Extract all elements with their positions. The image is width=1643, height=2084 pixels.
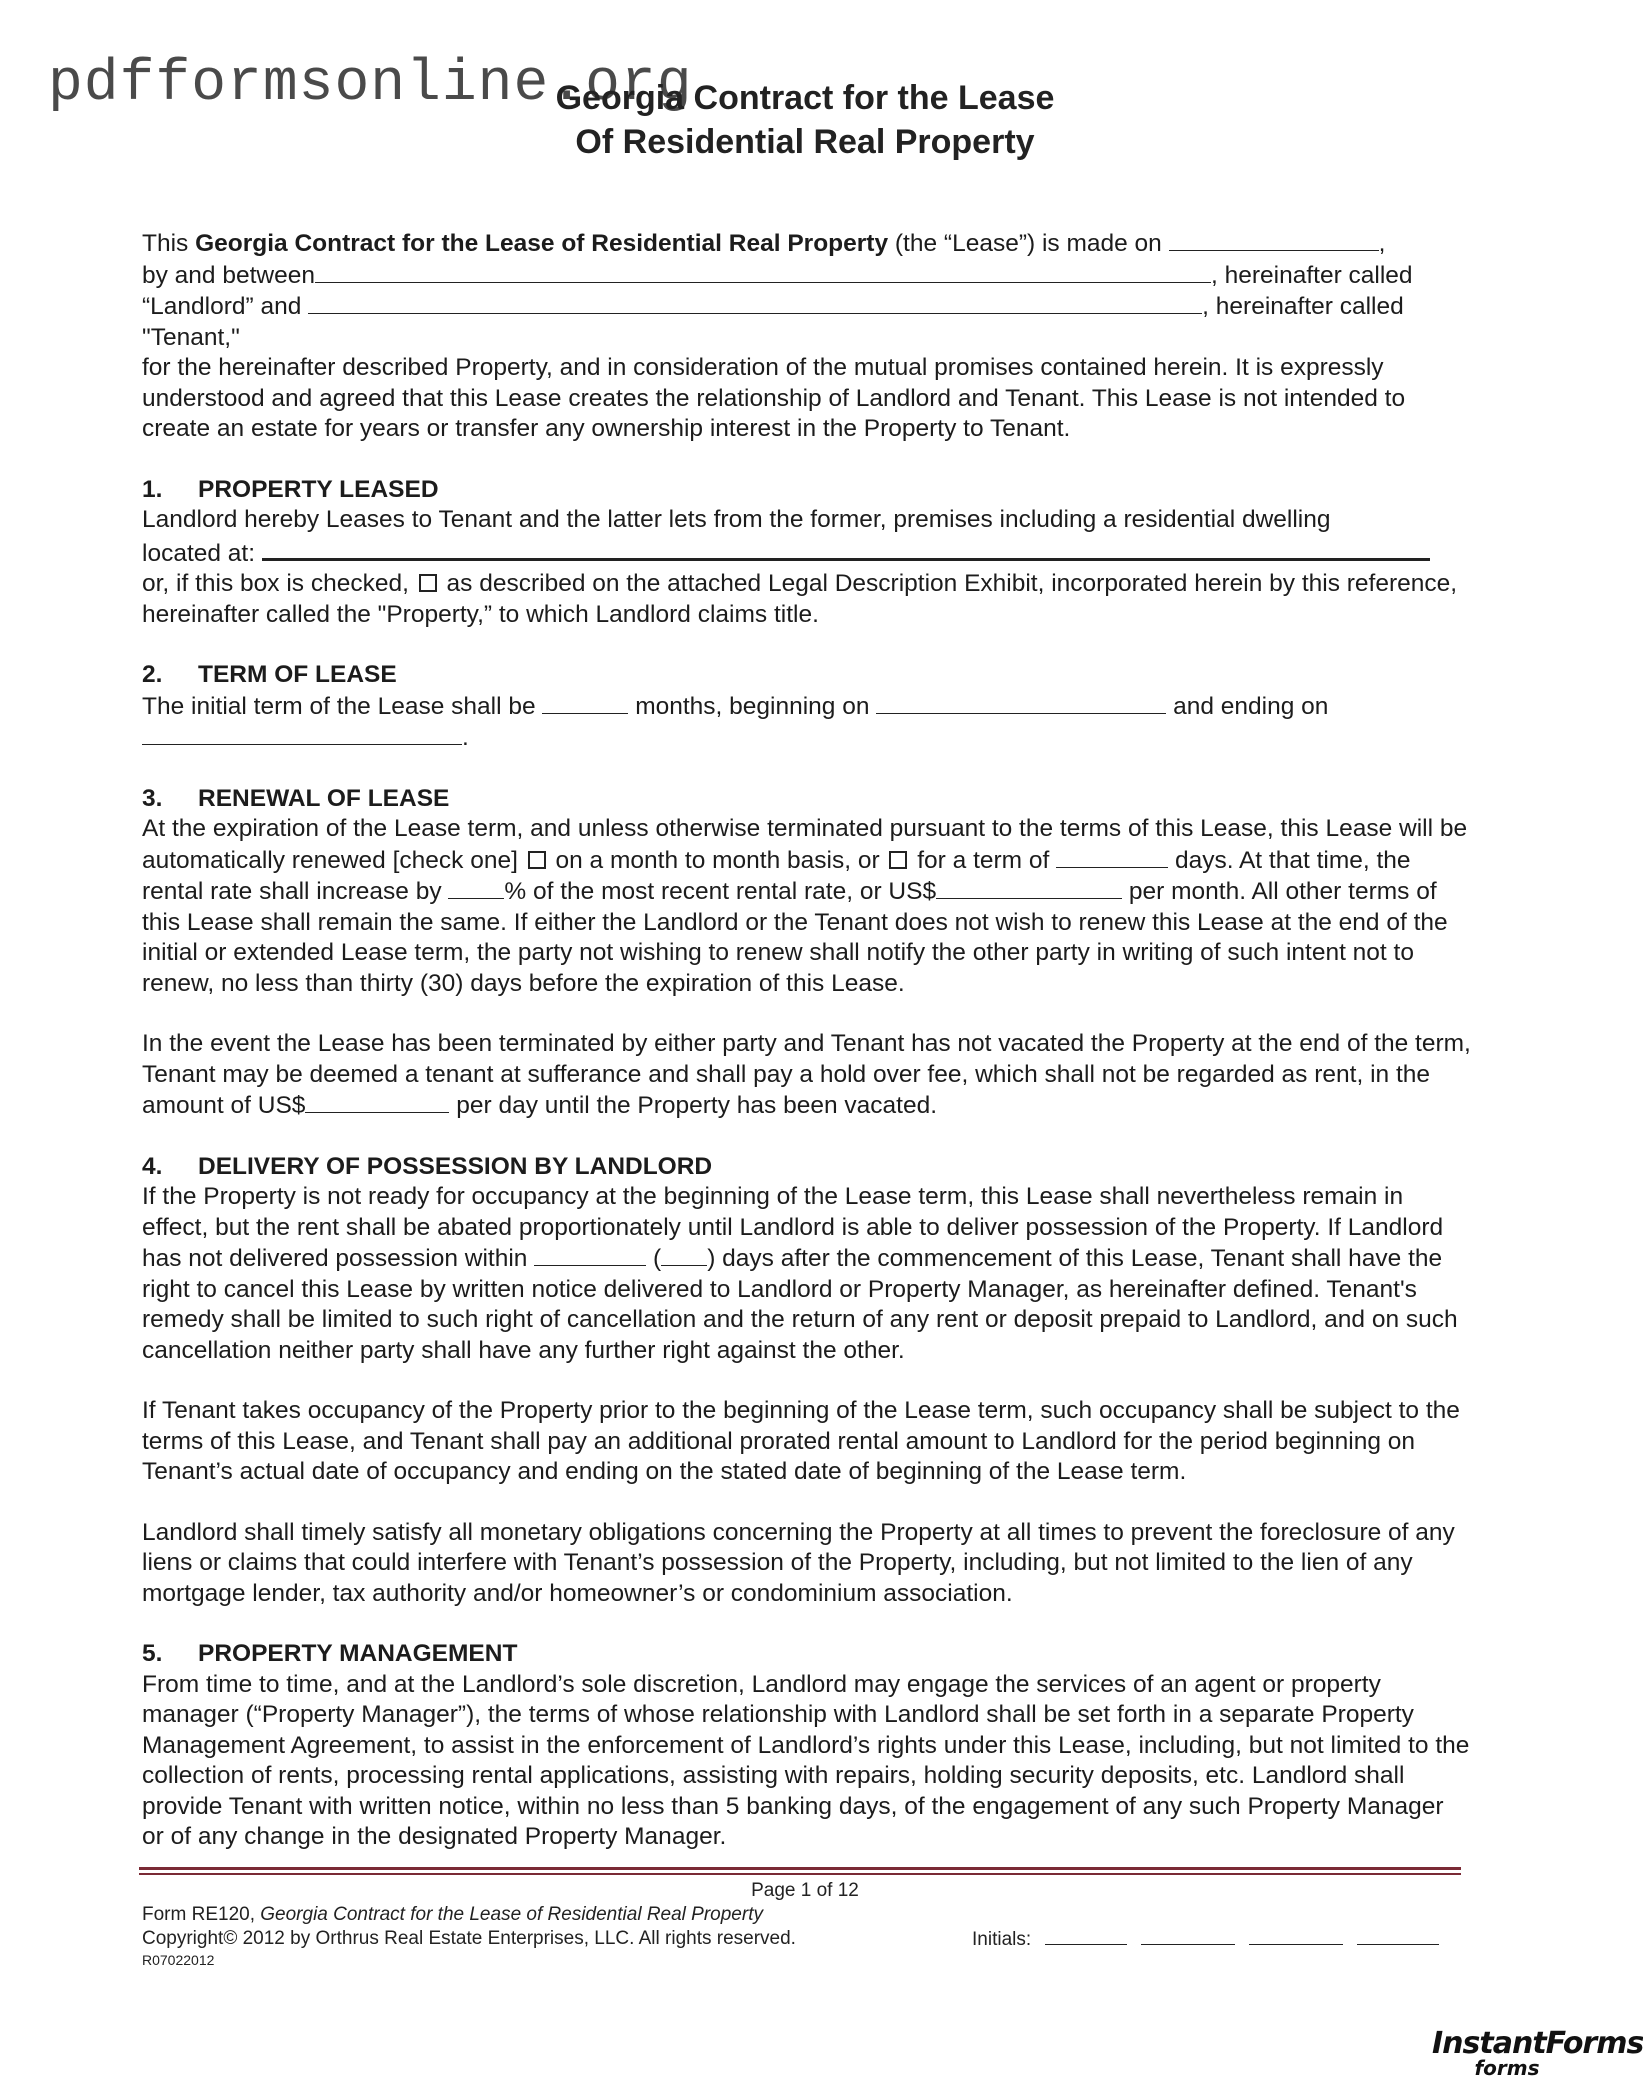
intro-text: (the “Lease”) is made on (888, 230, 1169, 257)
document-title-line1: Georgia Contract for the Lease (555, 79, 1055, 117)
term-end-date-blank[interactable] (142, 722, 462, 745)
section-title: DELIVERY OF POSSESSION BY LANDLORD (198, 1152, 713, 1180)
page-number: Page 1 of 12 (751, 1880, 859, 1901)
section-4-paragraph-1 (142, 1182, 1472, 1366)
landlord-name-blank[interactable] (315, 260, 1211, 283)
document-title-line2: Of Residential Real Property (575, 123, 1035, 161)
intro-text: This (142, 230, 196, 257)
section-text: % of the most recent rental rate, or US$ (504, 878, 937, 905)
form-code: Form RE120, (142, 1904, 261, 1925)
section-text: . (462, 724, 469, 751)
section-4-paragraph-2: If Tenant takes occupancy of the Property prior to the beginning of the Lease term, such occupancy shall be subject to the terms of this Lease, and Tenant shall pay an additional prorated rental amount to Landlord for the period beginning on Tenant’s actual date of occupancy and ending on the stated date of beginning of the Lease term. (142, 1397, 1460, 1485)
intro-paragraph (142, 228, 1472, 445)
initials-blank[interactable] (1249, 1928, 1343, 1945)
section-text: months, beginning on (628, 692, 877, 720)
section-title: TERM OF LEASE (198, 661, 397, 688)
section-text: or, if this box is checked, (142, 570, 416, 597)
section-text: Landlord hereby Leases to Tenant and the latter lets from the former, premises including a residential dwelling (142, 506, 1331, 533)
copyright: Copyright© 2012 by Orthrus Real Estate Enterprises, LLC. All rights reserved. (142, 1928, 796, 1949)
section-text: and ending on (1166, 692, 1329, 720)
section-2-paragraph (142, 691, 1472, 754)
section-5-paragraph: From time to time, and at the Landlord’s sole discretion, Landlord may engage the services of an agent or property manager (“Property Manager”), the terms of whose relationship with Landlord shall be set forth in a separate Property Management Agreement, to assist in the enforcement of Landlord’s rights under this Lease, including, but not limited to the collection of rents, processing rental applications, assisting with repairs, holding security deposits, etc. Landlord shall provide Tenant with written notice, within no less than 5 banking days, of the engagement of any such Property Manager or of any change in the designated Property Manager. (142, 1670, 1470, 1850)
intro-text: for the hereinafter described Property, and in consideration of the mutual promises contained herein. It is expressly understood and agreed that this Lease creates the relationship of Landlord and Tenant. This Lease is not intended to create an estate for years or transfer any ownership interest in the Property to Tenant. (142, 354, 1406, 442)
section-3-paragraph-1 (142, 814, 1472, 999)
intro-text: , hereinafter called "Tenant," (142, 293, 1404, 351)
section-5-heading (142, 1639, 1472, 1670)
form-id (142, 1904, 763, 1926)
footer-divider (139, 1867, 1461, 1870)
instant-forms-logo (1432, 2026, 1643, 2080)
intro-bold-title: Georgia Contract for the Lease of Residential Real Property (195, 230, 889, 257)
section-title: PROPERTY LEASED (198, 475, 439, 503)
term-start-date-blank[interactable] (876, 691, 1166, 714)
section-text: ( (646, 1245, 662, 1272)
logo-line-2: forms (1474, 2056, 1540, 2080)
lease-date-blank[interactable] (1169, 228, 1379, 251)
intro-text: , (1378, 230, 1386, 257)
section-number: 2. (142, 661, 163, 688)
section-text: on a month to month basis, or (555, 846, 887, 874)
form-title: Georgia Contract for the Lease of Residential Real Property (260, 1904, 763, 1925)
logo-line-1: InstantForms (1432, 2026, 1643, 2061)
holdover-fee-blank[interactable] (305, 1090, 449, 1113)
document-body (142, 228, 1472, 1853)
rent-increase-amount-blank[interactable] (936, 876, 1122, 899)
initials-label: Initials: (972, 1929, 1032, 1950)
section-1-heading (142, 475, 1472, 506)
watermark-text: pdfformsonline.org (48, 52, 693, 117)
section-title: PROPERTY MANAGEMENT (198, 1640, 518, 1667)
section-3-heading (142, 784, 1472, 815)
section-number: 1. (142, 475, 163, 503)
property-address-blank[interactable] (262, 536, 1430, 561)
section-text: located at: (142, 539, 262, 567)
intro-text: “Landlord” and (142, 293, 309, 320)
section-number: 3. (142, 784, 163, 812)
initials-blank[interactable] (1045, 1928, 1127, 1945)
section-text: days. At that time, the rental rate shall increase by (142, 846, 1411, 905)
tenant-name-blank[interactable] (308, 291, 1202, 314)
section-1-paragraph (142, 505, 1472, 630)
renewal-days-blank[interactable] (1056, 845, 1168, 868)
section-text: At the expiration of the Lease term, and unless otherwise terminated pursuant to the terms of this Lease, this Lease will be automatically renewed [check one] (142, 815, 1468, 874)
intro-text: , hereinafter called (1211, 261, 1413, 289)
section-text: per day until the Property has been vacated. (449, 1092, 938, 1119)
fixed-term-checkbox[interactable] (889, 851, 907, 869)
intro-text: by and between (142, 261, 315, 289)
section-number: 5. (142, 1640, 163, 1667)
section-2-heading (142, 660, 1472, 691)
section-text: If the Property is not ready for occupancy at the beginning of the Lease term, this Lease shall nevertheless remain in effect, but the rent shall be abated proportionately until Landlord is able to deliver possession of the Property. If Landlord has not delivered possession within (142, 1183, 1444, 1272)
section-title: RENEWAL OF LEASE (198, 784, 450, 812)
footer-divider (139, 1873, 1461, 1875)
section-4-heading (142, 1152, 1472, 1183)
section-text: as described on the attached Legal Description Exhibit, incorporated herein by this reference, hereinafter called the "Property,” to which Landlord claims title. (142, 570, 1458, 628)
possession-days-words-blank[interactable] (534, 1243, 646, 1266)
section-text: In the event the Lease has been terminated by either party and Tenant has not vacated the Property at the end of the term, Tenant may be deemed a tenant at sufferance and shall pay a hold over fee, which shall not be regarded as rent, in the amount of US$ (142, 1030, 1471, 1119)
month-to-month-checkbox[interactable] (528, 851, 546, 869)
section-4-paragraph-3: Landlord shall timely satisfy all monetary obligations concerning the Property at all times to prevent the foreclosure of any liens or claims that could interfere with Tenant’s possession of the Property, including, but not limited to the lien of any mortgage lender, tax authority and/or homeowner’s or condominium association. (142, 1518, 1455, 1607)
initials-blank[interactable] (1357, 1928, 1439, 1945)
revision-code: R07022012 (142, 1952, 215, 1968)
section-text: The initial term of the Lease shall be (142, 692, 543, 720)
initials-row (972, 1928, 1439, 1951)
section-text: ) days after the commencement of this Lease, Tenant shall have the right to cancel this Lease by written notice delivered to Landlord or Property Manager, as hereinafter defined. Tenant's remedy shall be limited to such right of cancellation and the return of any rent or deposit prepaid to Landlord, and on such cancellation neither party shall have any further right against the other. (142, 1245, 1458, 1364)
initials-blank[interactable] (1141, 1928, 1235, 1945)
section-text: for a term of (917, 846, 1057, 874)
section-3-paragraph-2 (142, 1029, 1472, 1122)
section-number: 4. (142, 1152, 163, 1180)
rent-increase-percent-blank[interactable] (448, 876, 504, 899)
possession-days-number-blank[interactable] (661, 1243, 707, 1266)
legal-description-checkbox[interactable] (419, 574, 437, 592)
section-text: per month. All other terms of this Lease shall remain the same. If either the Landlord or the Tenant does not wish to renew this Lease at the end of the initial or extended Lease term, the party not wishing to renew shall notify the other party in writing of such intent not to renew, no less than thirty (30) days before the expiration of this Lease. (142, 878, 1448, 997)
term-months-blank[interactable] (542, 691, 628, 714)
